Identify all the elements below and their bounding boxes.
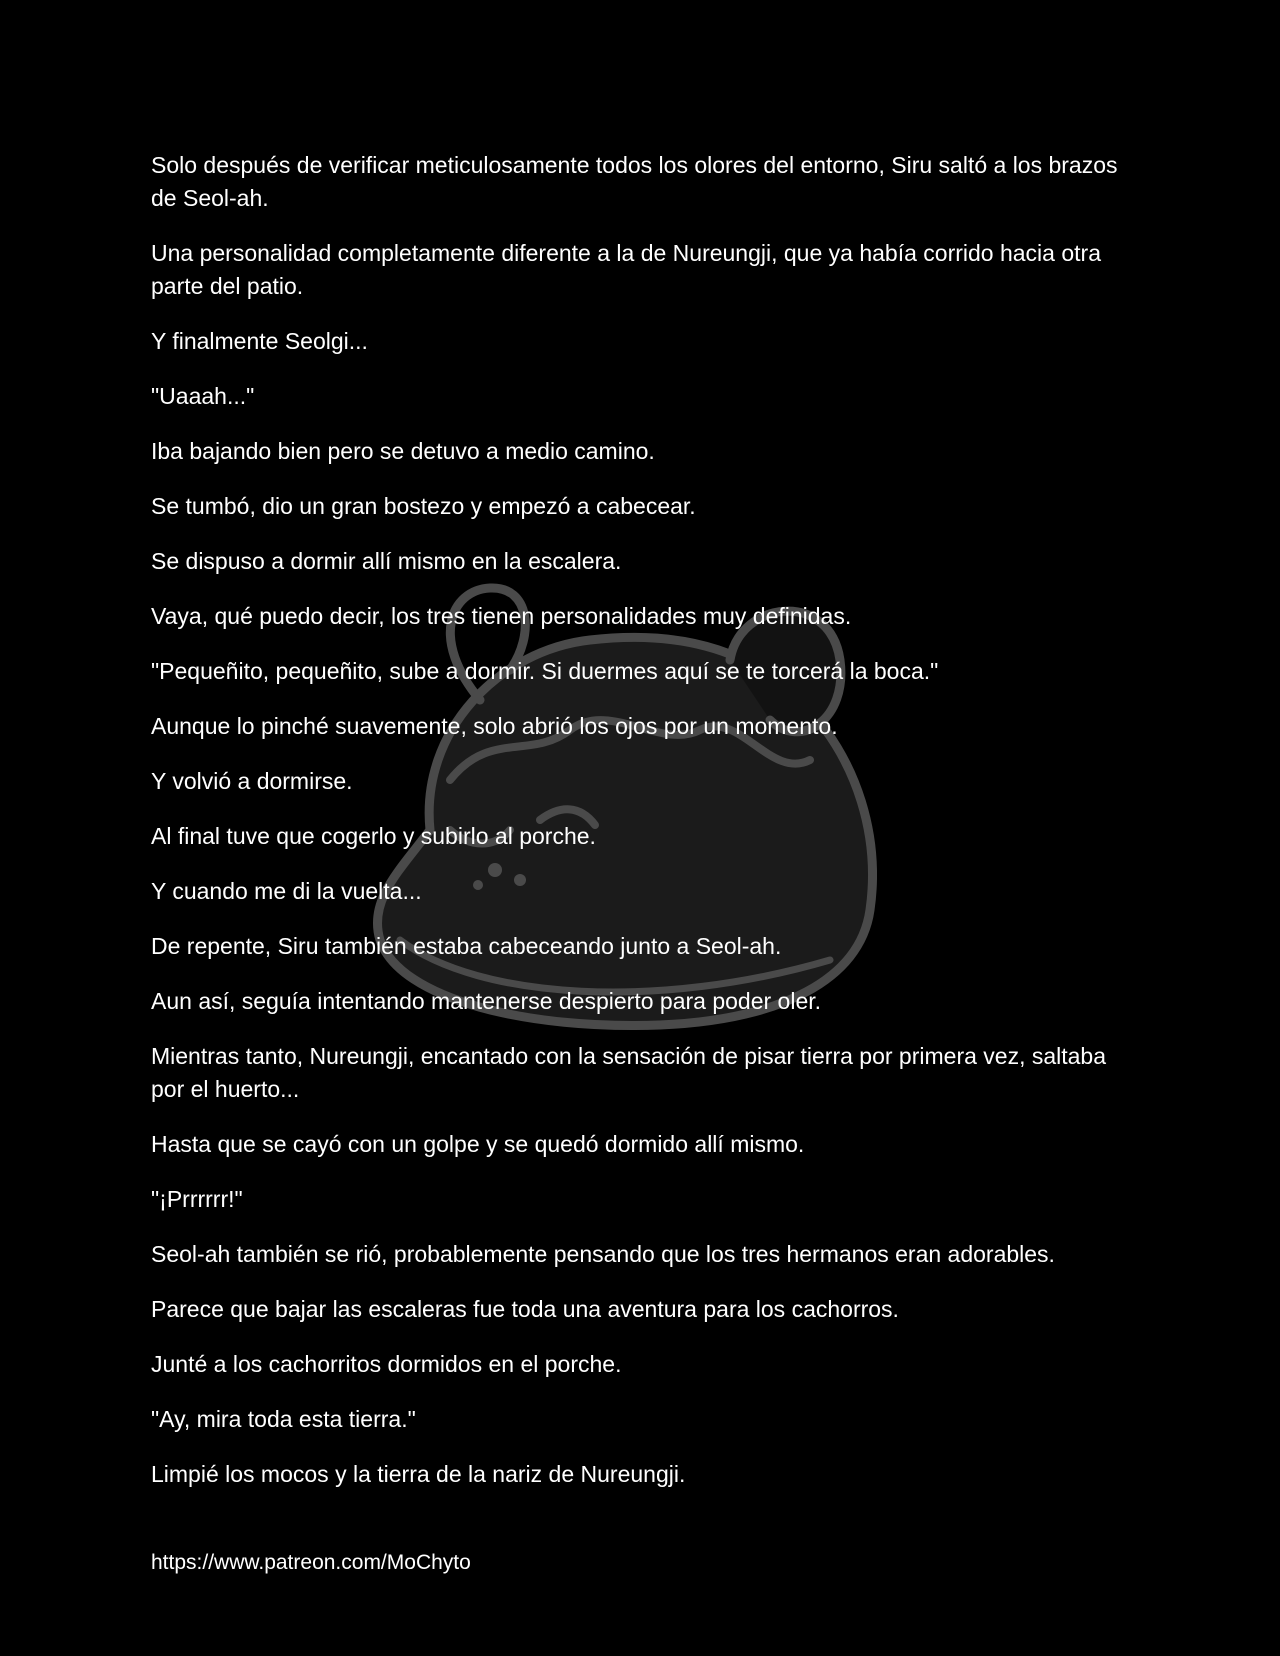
paragraph: De repente, Siru también estaba cabeceando junto a Seol-ah. <box>151 933 782 959</box>
paragraph: Y finalmente Seolgi... <box>151 328 368 354</box>
paragraph: "Uaaah..." <box>151 383 255 409</box>
paragraph: Junté a los cachorritos dormidos en el porche. <box>151 1351 622 1377</box>
paragraph: Una personalidad completamente diferente a la de Nureungji, que ya había corrido hacia otra parte del patio. <box>151 240 1101 299</box>
paragraph: Al final tuve que cogerlo y subirlo al porche. <box>151 823 596 849</box>
paragraph: Aunque lo pinché suavemente, solo abrió los ojos por un momento. <box>151 713 838 739</box>
paragraph: Iba bajando bien pero se detuvo a medio camino. <box>151 438 655 464</box>
paragraph: Solo después de verificar meticulosamente todos los olores del entorno, Siru saltó a los brazos de Seol-ah. <box>151 152 1118 211</box>
paragraph: Limpié los mocos y la tierra de la nariz de Nureungji. <box>151 1461 686 1487</box>
patreon-link[interactable]: https://www.patreon.com/MoChyto <box>151 1551 471 1574</box>
paragraph: "Ay, mira toda esta tierra." <box>151 1406 416 1432</box>
paragraph: Mientras tanto, Nureungji, encantado con la sensación de pisar tierra por primera vez, saltaba por el huerto... <box>151 1043 1107 1102</box>
paragraph: Vaya, qué puedo decir, los tres tienen personalidades muy definidas. <box>151 603 852 629</box>
paragraph: Aun así, seguía intentando mantenerse despierto para poder oler. <box>151 988 822 1014</box>
paragraph: Hasta que se cayó con un golpe y se quedó dormido allí mismo. <box>151 1131 805 1157</box>
document-body <box>151 149 1131 1513</box>
paragraph: Y volvió a dormirse. <box>151 768 353 794</box>
paragraph: "¡Prrrrrr!" <box>151 1186 243 1212</box>
paragraph: Seol-ah también se rió, probablemente pensando que los tres hermanos eran adorables. <box>151 1241 1055 1267</box>
paragraph: Se tumbó, dio un gran bostezo y empezó a cabecear. <box>151 493 696 519</box>
paragraph: Parece que bajar las escaleras fue toda una aventura para los cachorros. <box>151 1296 899 1322</box>
paragraph: "Pequeñito, pequeñito, sube a dormir. Si duermes aquí se te torcerá la boca." <box>151 658 939 684</box>
paragraph: Se dispuso a dormir allí mismo en la escalera. <box>151 548 622 574</box>
paragraph: Y cuando me di la vuelta... <box>151 878 422 904</box>
